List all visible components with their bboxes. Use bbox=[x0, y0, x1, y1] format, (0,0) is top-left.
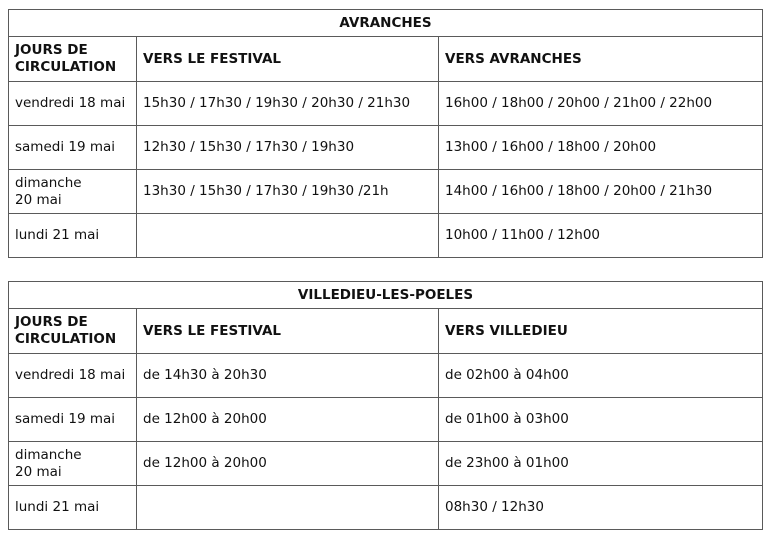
table-row bbox=[9, 214, 763, 258]
return-times-cell: 14h00 / 16h00 / 18h00 / 20h00 / 21h30 bbox=[439, 170, 763, 214]
day-label: dimanche 20 mai bbox=[15, 174, 82, 208]
return-times-cell: 10h00 / 11h00 / 12h00 bbox=[439, 214, 763, 258]
table-row bbox=[9, 170, 763, 214]
table-row bbox=[9, 82, 763, 126]
to-festival-times-cell: de 12h00 à 20h00 bbox=[137, 442, 439, 486]
table-row bbox=[9, 354, 763, 398]
column-header-return: VERS AVRANCHES bbox=[439, 37, 763, 82]
to-festival-times-cell bbox=[137, 486, 439, 530]
day-cell: lundi 21 mai bbox=[9, 486, 137, 530]
day-cell bbox=[9, 442, 137, 486]
day-cell bbox=[9, 170, 137, 214]
day-cell: samedi 19 mai bbox=[9, 126, 137, 170]
column-header-days: JOURS DE CIRCULATION bbox=[9, 37, 137, 82]
table-row bbox=[9, 486, 763, 530]
table-title: AVRANCHES bbox=[9, 10, 763, 37]
table-row bbox=[9, 398, 763, 442]
return-times-cell: de 23h00 à 01h00 bbox=[439, 442, 763, 486]
column-header-to-festival: VERS LE FESTIVAL bbox=[137, 309, 439, 354]
day-cell: lundi 21 mai bbox=[9, 214, 137, 258]
to-festival-times-cell: de 14h30 à 20h30 bbox=[137, 354, 439, 398]
table-title: VILLEDIEU-LES-POELES bbox=[9, 282, 763, 309]
column-header-return: VERS VILLEDIEU bbox=[439, 309, 763, 354]
table-header-row bbox=[9, 309, 763, 354]
return-times-cell: 16h00 / 18h00 / 20h00 / 21h00 / 22h00 bbox=[439, 82, 763, 126]
schedule-table-avranches bbox=[8, 9, 763, 258]
day-cell: samedi 19 mai bbox=[9, 398, 137, 442]
return-times-cell: 13h00 / 16h00 / 18h00 / 20h00 bbox=[439, 126, 763, 170]
to-festival-times-cell: 13h30 / 15h30 / 17h30 / 19h30 /21h bbox=[137, 170, 439, 214]
table-header-row bbox=[9, 37, 763, 82]
schedule-table-villedieu bbox=[8, 281, 763, 530]
to-festival-times-cell bbox=[137, 214, 439, 258]
day-cell: vendredi 18 mai bbox=[9, 82, 137, 126]
table-title-row bbox=[9, 10, 763, 37]
column-header-to-festival: VERS LE FESTIVAL bbox=[137, 37, 439, 82]
table-row bbox=[9, 126, 763, 170]
return-times-cell: 08h30 / 12h30 bbox=[439, 486, 763, 530]
return-times-cell: de 02h00 à 04h00 bbox=[439, 354, 763, 398]
to-festival-times-cell: 12h30 / 15h30 / 17h30 / 19h30 bbox=[137, 126, 439, 170]
table-row bbox=[9, 442, 763, 486]
to-festival-times-cell: de 12h00 à 20h00 bbox=[137, 398, 439, 442]
to-festival-times-cell: 15h30 / 17h30 / 19h30 / 20h30 / 21h30 bbox=[137, 82, 439, 126]
column-header-days: JOURS DE CIRCULATION bbox=[9, 309, 137, 354]
day-cell: vendredi 18 mai bbox=[9, 354, 137, 398]
return-times-cell: de 01h00 à 03h00 bbox=[439, 398, 763, 442]
table-title-row bbox=[9, 282, 763, 309]
day-label: dimanche 20 mai bbox=[15, 446, 82, 480]
